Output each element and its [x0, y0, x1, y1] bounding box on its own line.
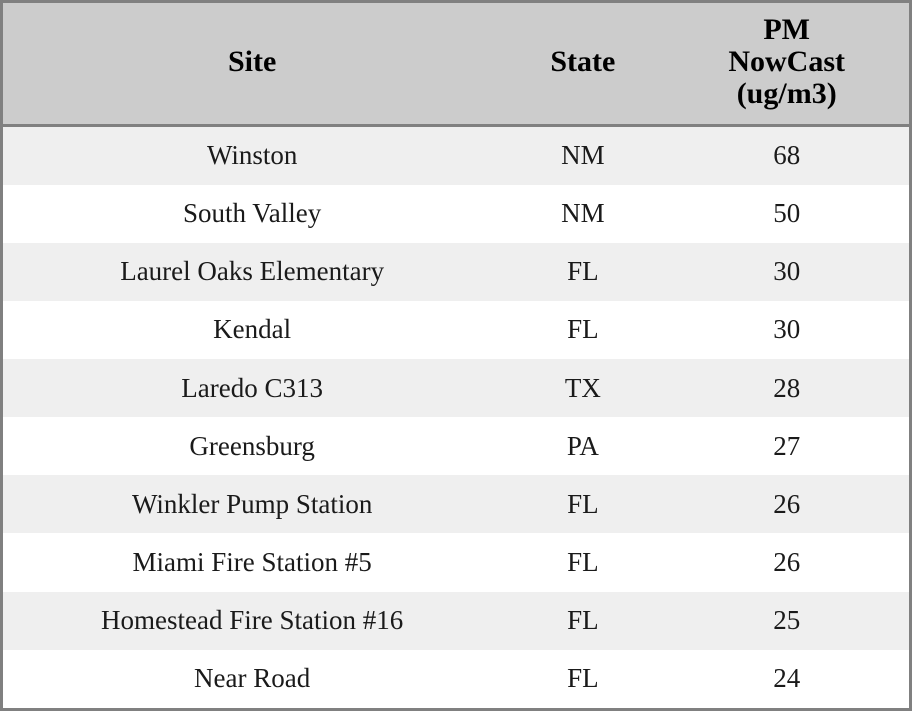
cell-site: South Valley	[3, 185, 501, 243]
table-row	[3, 243, 909, 301]
cell-site: Winston	[3, 125, 501, 185]
column-header-site: Site	[3, 3, 501, 125]
cell-site: Homestead Fire Station #16	[3, 592, 501, 650]
column-header-pm-nowcast-line2: NowCast	[728, 45, 846, 79]
cell-state: FL	[501, 301, 664, 359]
table-row	[3, 359, 909, 417]
column-header-pm-nowcast	[664, 3, 909, 125]
table-row	[3, 533, 909, 591]
table-row	[3, 125, 909, 185]
column-header-pm-nowcast-line1: PM	[763, 12, 810, 46]
cell-site: Laredo C313	[3, 359, 501, 417]
cell-state: FL	[501, 243, 664, 301]
table-row	[3, 417, 909, 475]
table-row	[3, 185, 909, 243]
table-row	[3, 650, 909, 708]
cell-state: FL	[501, 475, 664, 533]
cell-pm-nowcast: 68	[664, 125, 909, 185]
table-header	[3, 3, 909, 125]
cell-pm-nowcast: 26	[664, 533, 909, 591]
cell-pm-nowcast: 25	[664, 592, 909, 650]
cell-state: NM	[501, 185, 664, 243]
cell-pm-nowcast: 28	[664, 359, 909, 417]
cell-state: TX	[501, 359, 664, 417]
cell-pm-nowcast: 50	[664, 185, 909, 243]
cell-site: Near Road	[3, 650, 501, 708]
cell-state: FL	[501, 533, 664, 591]
table-row	[3, 301, 909, 359]
cell-pm-nowcast: 30	[664, 301, 909, 359]
air-quality-table	[3, 3, 909, 708]
cell-state: FL	[501, 592, 664, 650]
cell-state: PA	[501, 417, 664, 475]
cell-state: FL	[501, 650, 664, 708]
cell-pm-nowcast: 27	[664, 417, 909, 475]
table-row	[3, 592, 909, 650]
cell-site: Miami Fire Station #5	[3, 533, 501, 591]
column-header-state: State	[501, 3, 664, 125]
table-body	[3, 125, 909, 708]
cell-site: Laurel Oaks Elementary	[3, 243, 501, 301]
cell-pm-nowcast: 26	[664, 475, 909, 533]
cell-pm-nowcast: 30	[664, 243, 909, 301]
cell-pm-nowcast: 24	[664, 650, 909, 708]
column-header-pm-nowcast-line3: (ug/m3)	[736, 77, 837, 111]
table-header-row	[3, 3, 909, 125]
cell-site: Winkler Pump Station	[3, 475, 501, 533]
table-row	[3, 475, 909, 533]
cell-site: Greensburg	[3, 417, 501, 475]
cell-site: Kendal	[3, 301, 501, 359]
cell-state: NM	[501, 125, 664, 185]
